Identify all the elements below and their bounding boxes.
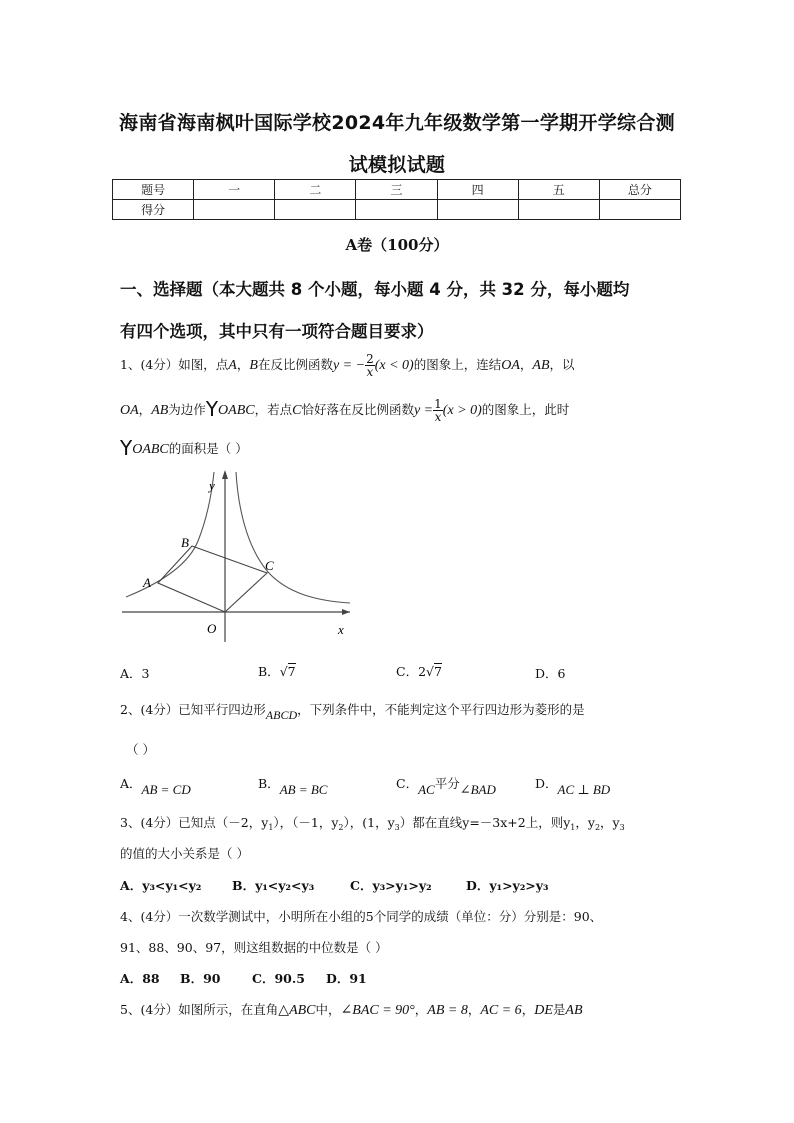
q4-line1: 4、(4分）一次数学测试中，小明所在小组的5个同学的成绩（单位：分）分别是：90、 xyxy=(120,909,603,924)
function-1-lhs: y = − xyxy=(332,358,366,373)
q1-text: ，若点 xyxy=(254,402,293,417)
q1-text: 的图象上，连结 xyxy=(413,357,502,372)
frac-denominator: x xyxy=(434,410,442,424)
sqrt-icon: √ xyxy=(426,664,434,679)
q5-text: 是 xyxy=(552,1002,566,1017)
q3-option-b[interactable]: B．y₁<y₂<y₃ xyxy=(232,878,315,893)
q4-option-a[interactable]: A．88 xyxy=(120,971,160,986)
sqrt-radicand: 7 xyxy=(434,664,442,679)
score-table-header-cell: 题号 xyxy=(113,180,194,200)
score-row-label: 得分 xyxy=(113,200,194,220)
point-a: A xyxy=(228,358,237,373)
q2-text: ，下列条件中，不能判定这个平行四边形为菱形的是 xyxy=(297,702,585,717)
option-expr: AB = CD xyxy=(141,782,191,797)
q1-text: 恰好落在反比例函数 xyxy=(301,402,414,417)
option-text: A．3 xyxy=(120,666,150,681)
parallelogram-oabc: OABC xyxy=(218,403,255,418)
q5-text: ， xyxy=(521,1002,535,1017)
score-cell[interactable] xyxy=(437,200,518,220)
q2-option-a[interactable] xyxy=(120,774,191,798)
segment-oa: OA xyxy=(120,403,139,418)
q5-text: 中， xyxy=(315,1002,341,1017)
y-axis-arrow-icon xyxy=(222,470,228,479)
option-expr: ∠BAD xyxy=(459,782,496,797)
fig-label-a: A xyxy=(143,575,151,590)
part1-heading-line2: 有四个选项，其中只有一项符合题目要求） xyxy=(120,322,434,341)
length-ac: AC = 6 xyxy=(480,1003,522,1018)
option-label: C．2 xyxy=(396,664,427,679)
q2-text: 2、(4分）已知平行四边形 xyxy=(120,702,266,717)
frac-numerator: 1 xyxy=(434,397,442,411)
function-2-domain: (x > 0) xyxy=(442,403,482,418)
exam-title-line1: 海南省海南枫叶国际学校2024年九年级数学第一学期开学综合测 xyxy=(119,112,675,134)
parallelogram-oabc: OABC xyxy=(132,442,169,457)
q3-line2: 的值的大小关系是（ ） xyxy=(120,846,249,861)
q1-text: 的图象上，此时 xyxy=(481,402,570,417)
q4-option-c[interactable]: C．90.5 xyxy=(252,971,305,986)
x-axis-arrow-icon xyxy=(342,609,350,615)
q4-option-d[interactable]: D．91 xyxy=(326,971,367,986)
q3-text: 3、(4分）已知点（－2，y xyxy=(120,815,269,830)
segment-ab: AB xyxy=(151,403,169,418)
option-label: D． xyxy=(535,776,558,791)
fraction-2-over-x xyxy=(365,353,375,378)
q1-option-b[interactable] xyxy=(258,662,296,680)
triangle-abc: △ABC xyxy=(278,1003,316,1018)
subscript: 2 xyxy=(338,823,344,832)
q3-text: ），（－1，y xyxy=(273,815,339,830)
curve-right-branch xyxy=(236,472,350,603)
sqrt-radicand: 7 xyxy=(287,664,296,679)
q1-prefix: 1、(4分）如图，点 xyxy=(120,357,229,372)
length-ab: AB = 8 xyxy=(427,1003,468,1018)
point-c: C xyxy=(292,403,302,418)
function-1-domain: (x < 0) xyxy=(374,358,414,373)
score-table-header-cell: 二 xyxy=(275,180,356,200)
option-label: B． xyxy=(258,776,280,791)
q3-text: ）都在直线y=－3x+2上，则y xyxy=(399,815,571,830)
segment-oa: OA xyxy=(501,358,520,373)
score-table-header-cell: 五 xyxy=(518,180,599,200)
q1-line2 xyxy=(120,397,569,423)
exam-title-line2: 试模拟试题 xyxy=(348,154,446,176)
q1-line3 xyxy=(120,436,248,460)
q1-text: ，以 xyxy=(549,357,575,372)
function-2-lhs: y = xyxy=(413,403,434,418)
subscript: 2 xyxy=(594,823,601,832)
option-text: 平分 xyxy=(434,776,460,791)
q1-text: ， xyxy=(519,357,533,372)
q1-text: 为边作 xyxy=(168,402,206,417)
option-text: D．6 xyxy=(535,666,566,681)
option-label: A． xyxy=(120,776,142,791)
angle-bac: ∠BAC = 90° xyxy=(340,1003,415,1018)
q2-option-c[interactable] xyxy=(396,774,496,798)
q1-option-c[interactable] xyxy=(396,662,442,680)
subscript: 1 xyxy=(570,823,576,832)
point-b: B xyxy=(249,358,258,373)
curve-left-branch xyxy=(126,472,214,597)
score-table-header-row xyxy=(113,180,681,200)
part1-heading-line1: 一、选择题（本大题共 8 个小题，每小题 4 分，共 32 分，每小题均 xyxy=(120,280,630,299)
fig-label-o: O xyxy=(207,621,217,636)
q2-option-b[interactable] xyxy=(258,774,327,798)
parallelogram-oabc-shape xyxy=(158,546,267,612)
q3-text: ，y xyxy=(600,815,620,830)
q3-option-c[interactable]: C．y₃>y₁>y₂ xyxy=(350,878,432,893)
fig-label-y: y xyxy=(209,478,215,493)
q2-line1 xyxy=(120,700,585,723)
option-label: B． xyxy=(258,664,280,679)
q3-option-a[interactable]: A．y₃<y₁<y₂ xyxy=(120,878,202,893)
q4-line2: 91、88、90、97，则这组数据的中位数是（ ） xyxy=(120,940,388,955)
q5-text: ， xyxy=(467,1002,481,1017)
parallelogram-symbol: Y xyxy=(120,436,133,460)
section-a-heading: A卷（100分） xyxy=(345,236,449,254)
segment-ab: AB xyxy=(532,358,550,373)
score-cell[interactable] xyxy=(194,200,275,220)
fraction-1-over-x xyxy=(433,398,443,423)
q5-text: ， xyxy=(414,1002,428,1017)
score-table-header-cell: 三 xyxy=(356,180,437,200)
score-table-header-cell: 一 xyxy=(194,180,275,200)
q3-line1 xyxy=(120,813,625,832)
segment-ab: AB xyxy=(565,1003,583,1018)
segment-de: DE xyxy=(534,1003,553,1018)
q5-line1 xyxy=(120,1000,583,1019)
q3-option-d[interactable]: D．y₁>y₂>y₃ xyxy=(466,878,549,893)
q1-text: ， xyxy=(138,402,152,417)
q2-option-d[interactable] xyxy=(535,774,610,798)
option-expr: AC ⊥ BD xyxy=(557,782,611,797)
sqrt-icon: √ xyxy=(279,664,288,679)
fig-label-c: C xyxy=(265,558,274,573)
subscript: 3 xyxy=(394,823,400,832)
q1-text: ， xyxy=(236,357,250,372)
score-table xyxy=(112,179,681,220)
option-label: C． xyxy=(396,776,419,791)
subscript: 1 xyxy=(268,823,274,832)
frac-denominator: x xyxy=(366,365,374,379)
frac-numerator: 2 xyxy=(366,352,374,366)
score-cell[interactable] xyxy=(275,200,356,220)
score-cell[interactable] xyxy=(599,200,680,220)
fig-label-b: B xyxy=(181,535,189,550)
score-table-score-row xyxy=(113,200,681,220)
option-expr: AB = BC xyxy=(279,782,328,797)
subscript: 3 xyxy=(619,823,625,832)
q1-text: 在反比例函数 xyxy=(257,357,333,372)
q3-text: ，y xyxy=(575,815,595,830)
q2-blank: （ ） xyxy=(126,742,155,757)
parallelogram-symbol: Y xyxy=(205,397,219,421)
q1-figure xyxy=(118,466,358,644)
q1-option-d[interactable] xyxy=(535,664,565,682)
q1-text: 的面积是（ ） xyxy=(168,441,248,456)
score-cell[interactable] xyxy=(518,200,599,220)
fig-label-x: x xyxy=(338,622,344,637)
q1-line1 xyxy=(120,353,575,378)
parallelogram-abcd: ABCD xyxy=(265,708,298,722)
score-table-header-cell: 总分 xyxy=(599,180,680,200)
option-expr: AC xyxy=(418,782,435,797)
q1-option-a[interactable] xyxy=(120,664,149,682)
score-cell[interactable] xyxy=(356,200,437,220)
q4-option-b[interactable]: B．90 xyxy=(180,971,221,986)
q5-text: 5、(4分）如图所示，在直角 xyxy=(120,1002,279,1017)
score-table-header-cell: 四 xyxy=(437,180,518,200)
q3-text: ），(1，y xyxy=(343,815,395,830)
